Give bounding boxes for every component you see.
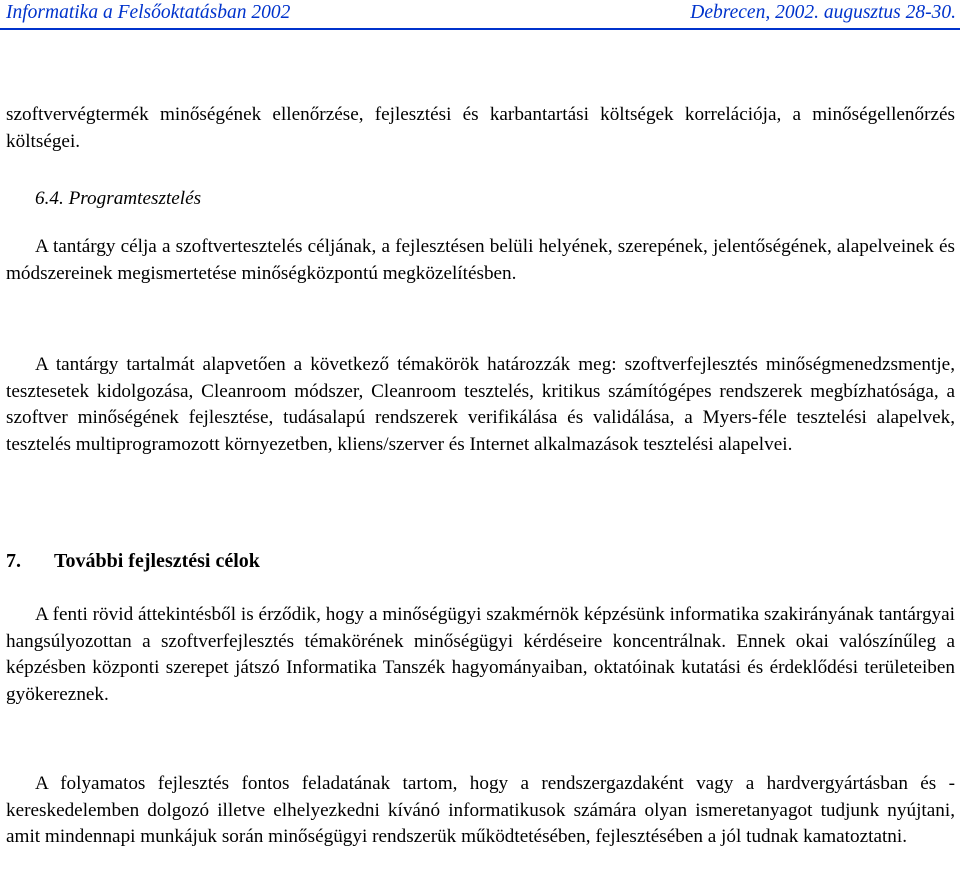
subsection-heading: 6.4. Programtesztelés — [35, 188, 202, 209]
page-header — [6, 0, 956, 26]
section-title: További fejlesztési célok — [54, 550, 260, 572]
conference-title: Informatika a Felsőoktatásban 2002 — [6, 2, 291, 23]
conference-date-location: Debrecen, 2002. augusztus 28-30. — [690, 2, 956, 23]
paragraph-development: A folyamatos fejlesztés fontos feladatának tartom, hogy a rendszergazdaként vagy a hardvergyártásban és -kereskedelemben dolgozó illetve elhelyezkedni kívánó informatikusok számára olyan ismeretanyagot tudjunk nyújtani, amit mindennapi munkájuk során minőségügyi rendszerük működtetésében, fejlesztésében a jól tudnak kamatoztatni. — [6, 773, 955, 847]
paragraph-course-content: A tantárgy tartalmát alapvetően a következő témakörök határozzák meg: szoftverfejlesztés minőségmenedzsmentje, tesztesetek kidolgozása, Cleanroom módszer, Cleanroom tesztelés, kritikus számítógépes rendszerek megbízhatósága, a szoftver minőségének fejlesztése, tudásalapú rendszerek verifikálása és validálása, a Myers-féle tesztelési alapelvek, tesztelés multiprogramozott környezetben, kliens/szerver és Internet alkalmazások tesztelési alapelvei. — [6, 354, 955, 455]
section-number: 7. — [6, 550, 21, 572]
header-rule — [0, 28, 960, 30]
paragraph-overview: A fenti rövid áttekintésből is érződik, hogy a minőségügyi szakmérnök képzésünk informatika szakirányának tantárgyai hangsúlyozottan a szoftverfejlesztés témakörének minőségügyi kérdéseire koncentrálnak. Ennek okai valószínűleg a képzésben központi szerepet játszó Informatika Tanszék hagyományaiban, oktatóinak kutatási és érdeklődési területeiben gyökereznek. — [6, 604, 955, 705]
section-heading — [6, 548, 260, 575]
paragraph-course-goal: A tantárgy célja a szoftvertesztelés céljának, a fejlesztésen belüli helyének, szerepének, jelentőségének, alapelveinek és módszereinek megismertetése minőségközpontú megközelítésben. — [6, 236, 955, 284]
paragraph-continued: szoftvervégtermék minőségének ellenőrzése, fejlesztési és karbantartási költségek korrelációja, a minőségellenőrzés költségei. — [6, 104, 955, 152]
